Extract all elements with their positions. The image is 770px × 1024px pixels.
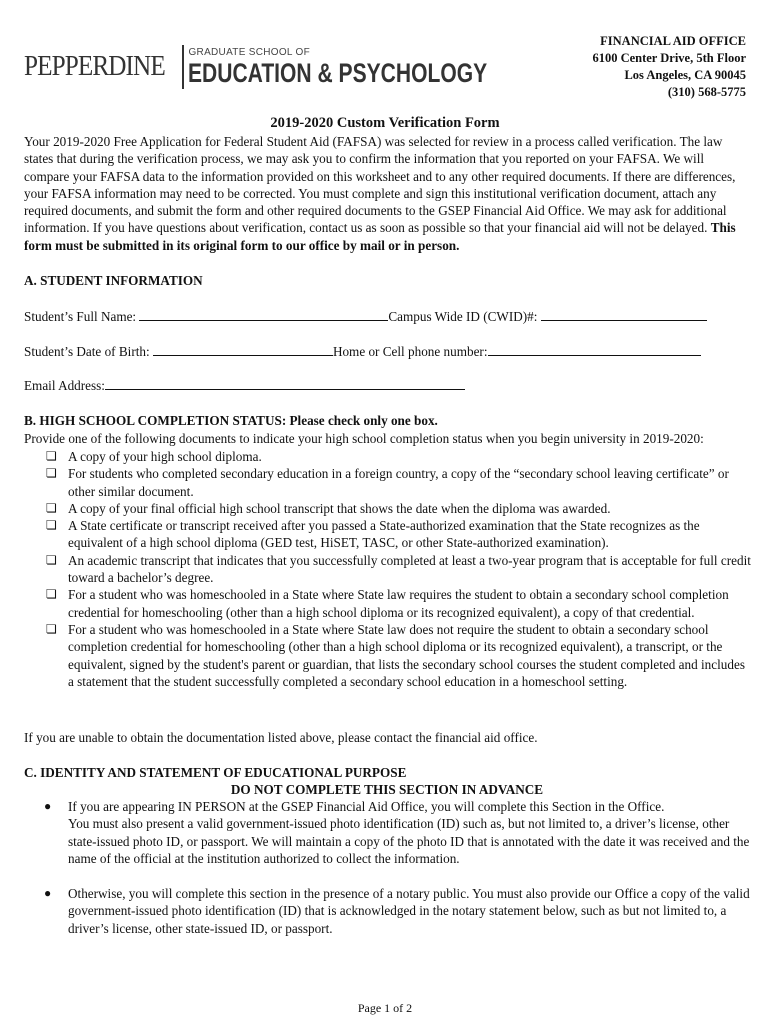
option-homeschool-credential [46, 586, 752, 621]
logo-school-line: GRADUATE SCHOOL OF [188, 46, 310, 58]
section-c-bullet-2 [44, 885, 750, 937]
bullet-dot: ● [44, 799, 52, 813]
checkbox[interactable]: ❏ [46, 552, 57, 567]
pepperdine-logo [24, 44, 572, 90]
option-foreign [46, 465, 752, 500]
section-a-heading: A. STUDENT INFORMATION [24, 273, 203, 288]
bullet-notary-text: Otherwise, you will complete this section in the presence of a notary public. You must also provide our Office a copy of the valid government-issued photo identification (ID) that is acknowledged in the notary statement below, such as but not limited to, a driver’s license, other state-issued ID, or passport. [68, 886, 750, 936]
full-name-label: Student’s Full Name: [24, 309, 140, 324]
option-label: An academic transcript that indicates that you successfully completed at least a two-year program that is acceptable for full credit toward a bachelor’s degree. [68, 552, 751, 586]
checkbox[interactable]: ❏ [46, 621, 57, 636]
option-label: For students who completed secondary education in a foreign country, a copy of the “secondary school leaving certificate” or other similar document. [68, 466, 729, 499]
office-name: FINANCIAL AID OFFICE [600, 34, 746, 48]
office-street: 6100 Center Drive, 5th Floor [592, 51, 746, 65]
bullet-notary [44, 885, 750, 937]
intro-body: Your 2019-2020 Free Application for Federal Student Aid (FAFSA) was selected for review in a process called verification. The law states that during the verification process, we may ask you to confirm the information that you reported on your FAFSA. We will compare your FAFSA data to the information provided on this worksheet and to any other required documents. If there are differences, your FAFSA information may need to be corrected. You must complete and sign this institutional verification document, attach any required documents, and submit the form and other required documents to the GSEP Financial Aid Office. We may ask for additional information. If you have questions about verification, contact us as soon as possible so that your financial aid will not be delayed. [24, 134, 736, 236]
completion-options [46, 448, 752, 690]
bullet-in-person-first: If you are appearing IN PERSON at the GSEP Financial Aid Office, you will complete this Section in the Office. [68, 799, 665, 814]
office-phone: (310) 568-5775 [667, 85, 746, 99]
form-title: 2019-2020 Custom Verification Form [270, 115, 500, 131]
section-c-bullet-1 [44, 798, 750, 867]
email-row [24, 377, 465, 394]
section-c-subheading: DO NOT COMPLETE THIS SECTION IN ADVANCE [230, 782, 544, 797]
option-label: A State certificate or transcript received after you passed a State-authorized examination that the State recognizes as the equivalent of a high school diploma (GED test, HiSET, TASC, or other State-authorized examination). [68, 518, 700, 551]
page-number: Page 1 of 2 [357, 1001, 413, 1015]
office-city: Los Angeles, CA 90045 [624, 68, 746, 82]
option-state-certificate [46, 517, 752, 552]
checkbox[interactable]: ❏ [46, 587, 57, 602]
section-c-heading: C. IDENTITY AND STATEMENT OF EDUCATIONAL PURPOSE [24, 765, 407, 780]
full-name-field[interactable] [139, 308, 388, 321]
option-homeschool-transcript [46, 621, 752, 690]
section-b-instruction: Provide one of the following documents to indicate your high school completion status when you begin university in 2019-2020: [24, 431, 704, 446]
option-label: For a student who was homeschooled in a State where State law requires the student to obtain a secondary school completion credential for homeschooling (other than a high school diploma or its recognized equivalent), a copy of that credential. [68, 587, 729, 620]
dob-label: Student’s Date of Birth: [24, 344, 153, 359]
bullet-dot: ● [44, 886, 52, 900]
phone-field[interactable] [488, 343, 701, 356]
email-label: Email Address: [24, 378, 105, 393]
option-academic-transcript [46, 552, 752, 587]
email-field[interactable] [105, 377, 465, 390]
option-label: For a student who was homeschooled in a State where State law does not require the student to obtain a secondary school completion credential for homeschooling (other than a high school diploma or its recognized equivalent), a transcript, or the equivalent, signed by the student's parent or guardian, that lists the secondary school courses the student completed and includes a statement that the student successfully completed a secondary school education in a homeschool setting. [68, 621, 745, 689]
intro-bold-note: This form must be submitted in its original form to our office by mail or in person. [24, 220, 736, 253]
bullet-in-person [44, 798, 750, 867]
dob-row [24, 343, 701, 360]
option-label: A copy of your final official high school transcript that shows the date when the diploma was awarded. [68, 500, 611, 516]
dob-field[interactable] [153, 343, 333, 356]
office-address [592, 33, 746, 101]
cwid-field[interactable] [541, 308, 707, 321]
checkbox[interactable]: ❏ [46, 518, 57, 533]
option-diploma [46, 448, 752, 465]
bullet-in-person-rest: You must also present a valid government-issued photo identification (ID) such as, but not limited to, a driver’s license, other state-issued photo ID, or passport. We will maintain a copy of the photo ID that is annotated with the date it was received and the name of the official at the institution authorized to collect the information. [68, 816, 750, 866]
logo-school-name: EDUCATION & PSYCHOLOGY [188, 57, 488, 88]
intro-paragraph [24, 133, 750, 254]
checkbox[interactable]: ❏ [46, 500, 57, 515]
cwid-label: Campus Wide ID (CWID)#: [388, 309, 541, 324]
option-transcript [46, 500, 752, 517]
section-b-footnote: If you are unable to obtain the documentation listed above, please contact the financial aid office. [24, 730, 538, 745]
logo-divider [182, 45, 184, 89]
section-b-heading: B. HIGH SCHOOL COMPLETION STATUS: Please check only one box. [24, 413, 438, 428]
checkbox[interactable]: ❏ [46, 466, 57, 481]
phone-label: Home or Cell phone number: [332, 344, 488, 359]
checkbox[interactable]: ❏ [46, 449, 57, 463]
logo-wordmark: PEPPERDINE [24, 51, 165, 82]
option-label: A copy of your high school diploma. [68, 449, 262, 464]
name-row [24, 308, 707, 325]
